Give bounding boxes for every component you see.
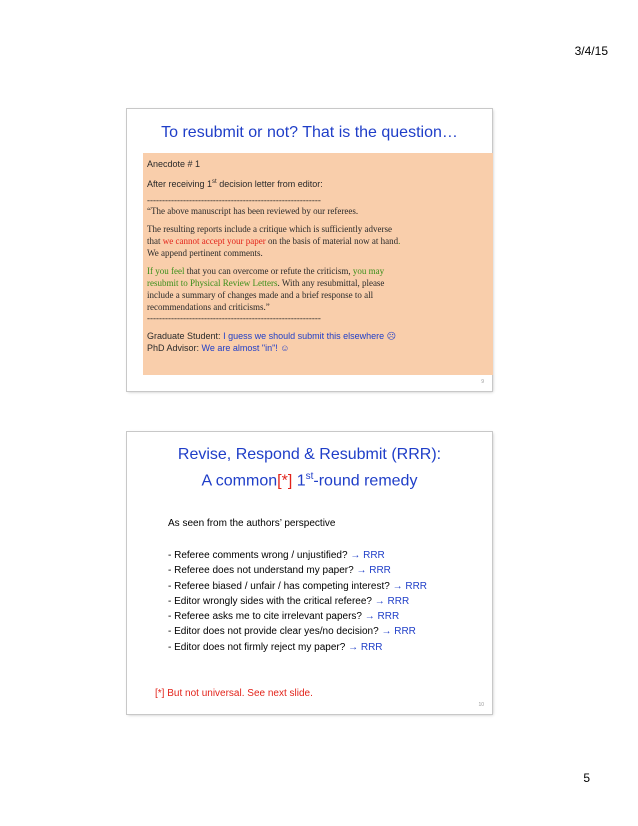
slide-9 <box>127 109 492 391</box>
footnote: [*] But not universal. See next slide. <box>155 688 313 699</box>
list-item: - Referee comments wrong / unjustified? → RRR <box>168 550 385 561</box>
phd-advisor-line: PhD Advisor: We are almost "in"! ☺ <box>147 343 290 353</box>
list-item: - Editor does not provide clear yes/no decision? → RRR <box>168 626 416 638</box>
quote-line: “The above manuscript has been reviewed by our referees. <box>147 206 359 216</box>
list-item: - Referee biased / unfair / has competing interest? → RRR <box>168 580 428 592</box>
if-line-3: include a summary of changes made and a brief response to all <box>147 290 374 300</box>
if-line-2: resubmit to Physical Review Letters. With any resubmittal, please <box>147 278 385 288</box>
header-date: 3/4/15 <box>574 44 608 58</box>
list-item: - Referee asks me to cite irrelevant papers? → RRR <box>168 611 400 623</box>
if-line-4: recommendations and criticisms.” <box>147 302 270 312</box>
perspective-text: As seen from the authors’ perspective <box>168 518 336 529</box>
arrow-icon: → <box>381 626 392 638</box>
dash-separator-2: ---------------------------------------------------------- <box>147 313 321 323</box>
result-line-1: The resulting reports include a critique which is sufficiently adverse <box>147 224 393 234</box>
dash-separator: ---------------------------------------------------------- <box>147 195 321 205</box>
if-line-1: If you feel that you can overcome or refute the criticism, you may <box>147 266 385 276</box>
title-line-2: A common[*] 1st-round remedy <box>201 471 418 490</box>
arrow-icon: → <box>374 595 385 607</box>
complaint-list <box>168 548 427 655</box>
slide-title: To resubmit or not? That is the question… <box>161 124 458 141</box>
anecdote-label: Anecdote # 1 <box>147 159 201 169</box>
list-item: - Editor wrongly sides with the critical referee? → RRR <box>168 595 410 607</box>
arrow-icon: → <box>364 611 375 623</box>
slide-title <box>127 444 492 492</box>
slide-number: 9 <box>481 379 484 385</box>
slide-number: 10 <box>478 702 484 708</box>
page-number: 5 <box>583 771 590 785</box>
list-item: - Referee does not understand my paper? → RRR <box>168 565 391 577</box>
list-item: - Editor does not firmly reject my paper? → RRR <box>168 641 383 653</box>
arrow-icon: → <box>356 565 367 577</box>
anecdote-box <box>143 153 493 375</box>
after-receiving-line: After receiving 1st decision letter from editor: <box>147 179 323 189</box>
grad-student-line: Graduate Student: I guess we should submit this elsewhere ☹ <box>147 331 397 341</box>
arrow-icon: → <box>392 580 403 592</box>
arrow-icon: → <box>348 641 359 653</box>
result-line-2: that we cannot accept your paper on the basis of material now at hand. <box>147 236 401 246</box>
arrow-icon: → <box>350 550 361 561</box>
result-line-3: We append pertinent comments. <box>147 248 263 258</box>
slide-10 <box>127 432 492 714</box>
title-line-1: Revise, Respond & Resubmit (RRR): <box>177 446 442 463</box>
